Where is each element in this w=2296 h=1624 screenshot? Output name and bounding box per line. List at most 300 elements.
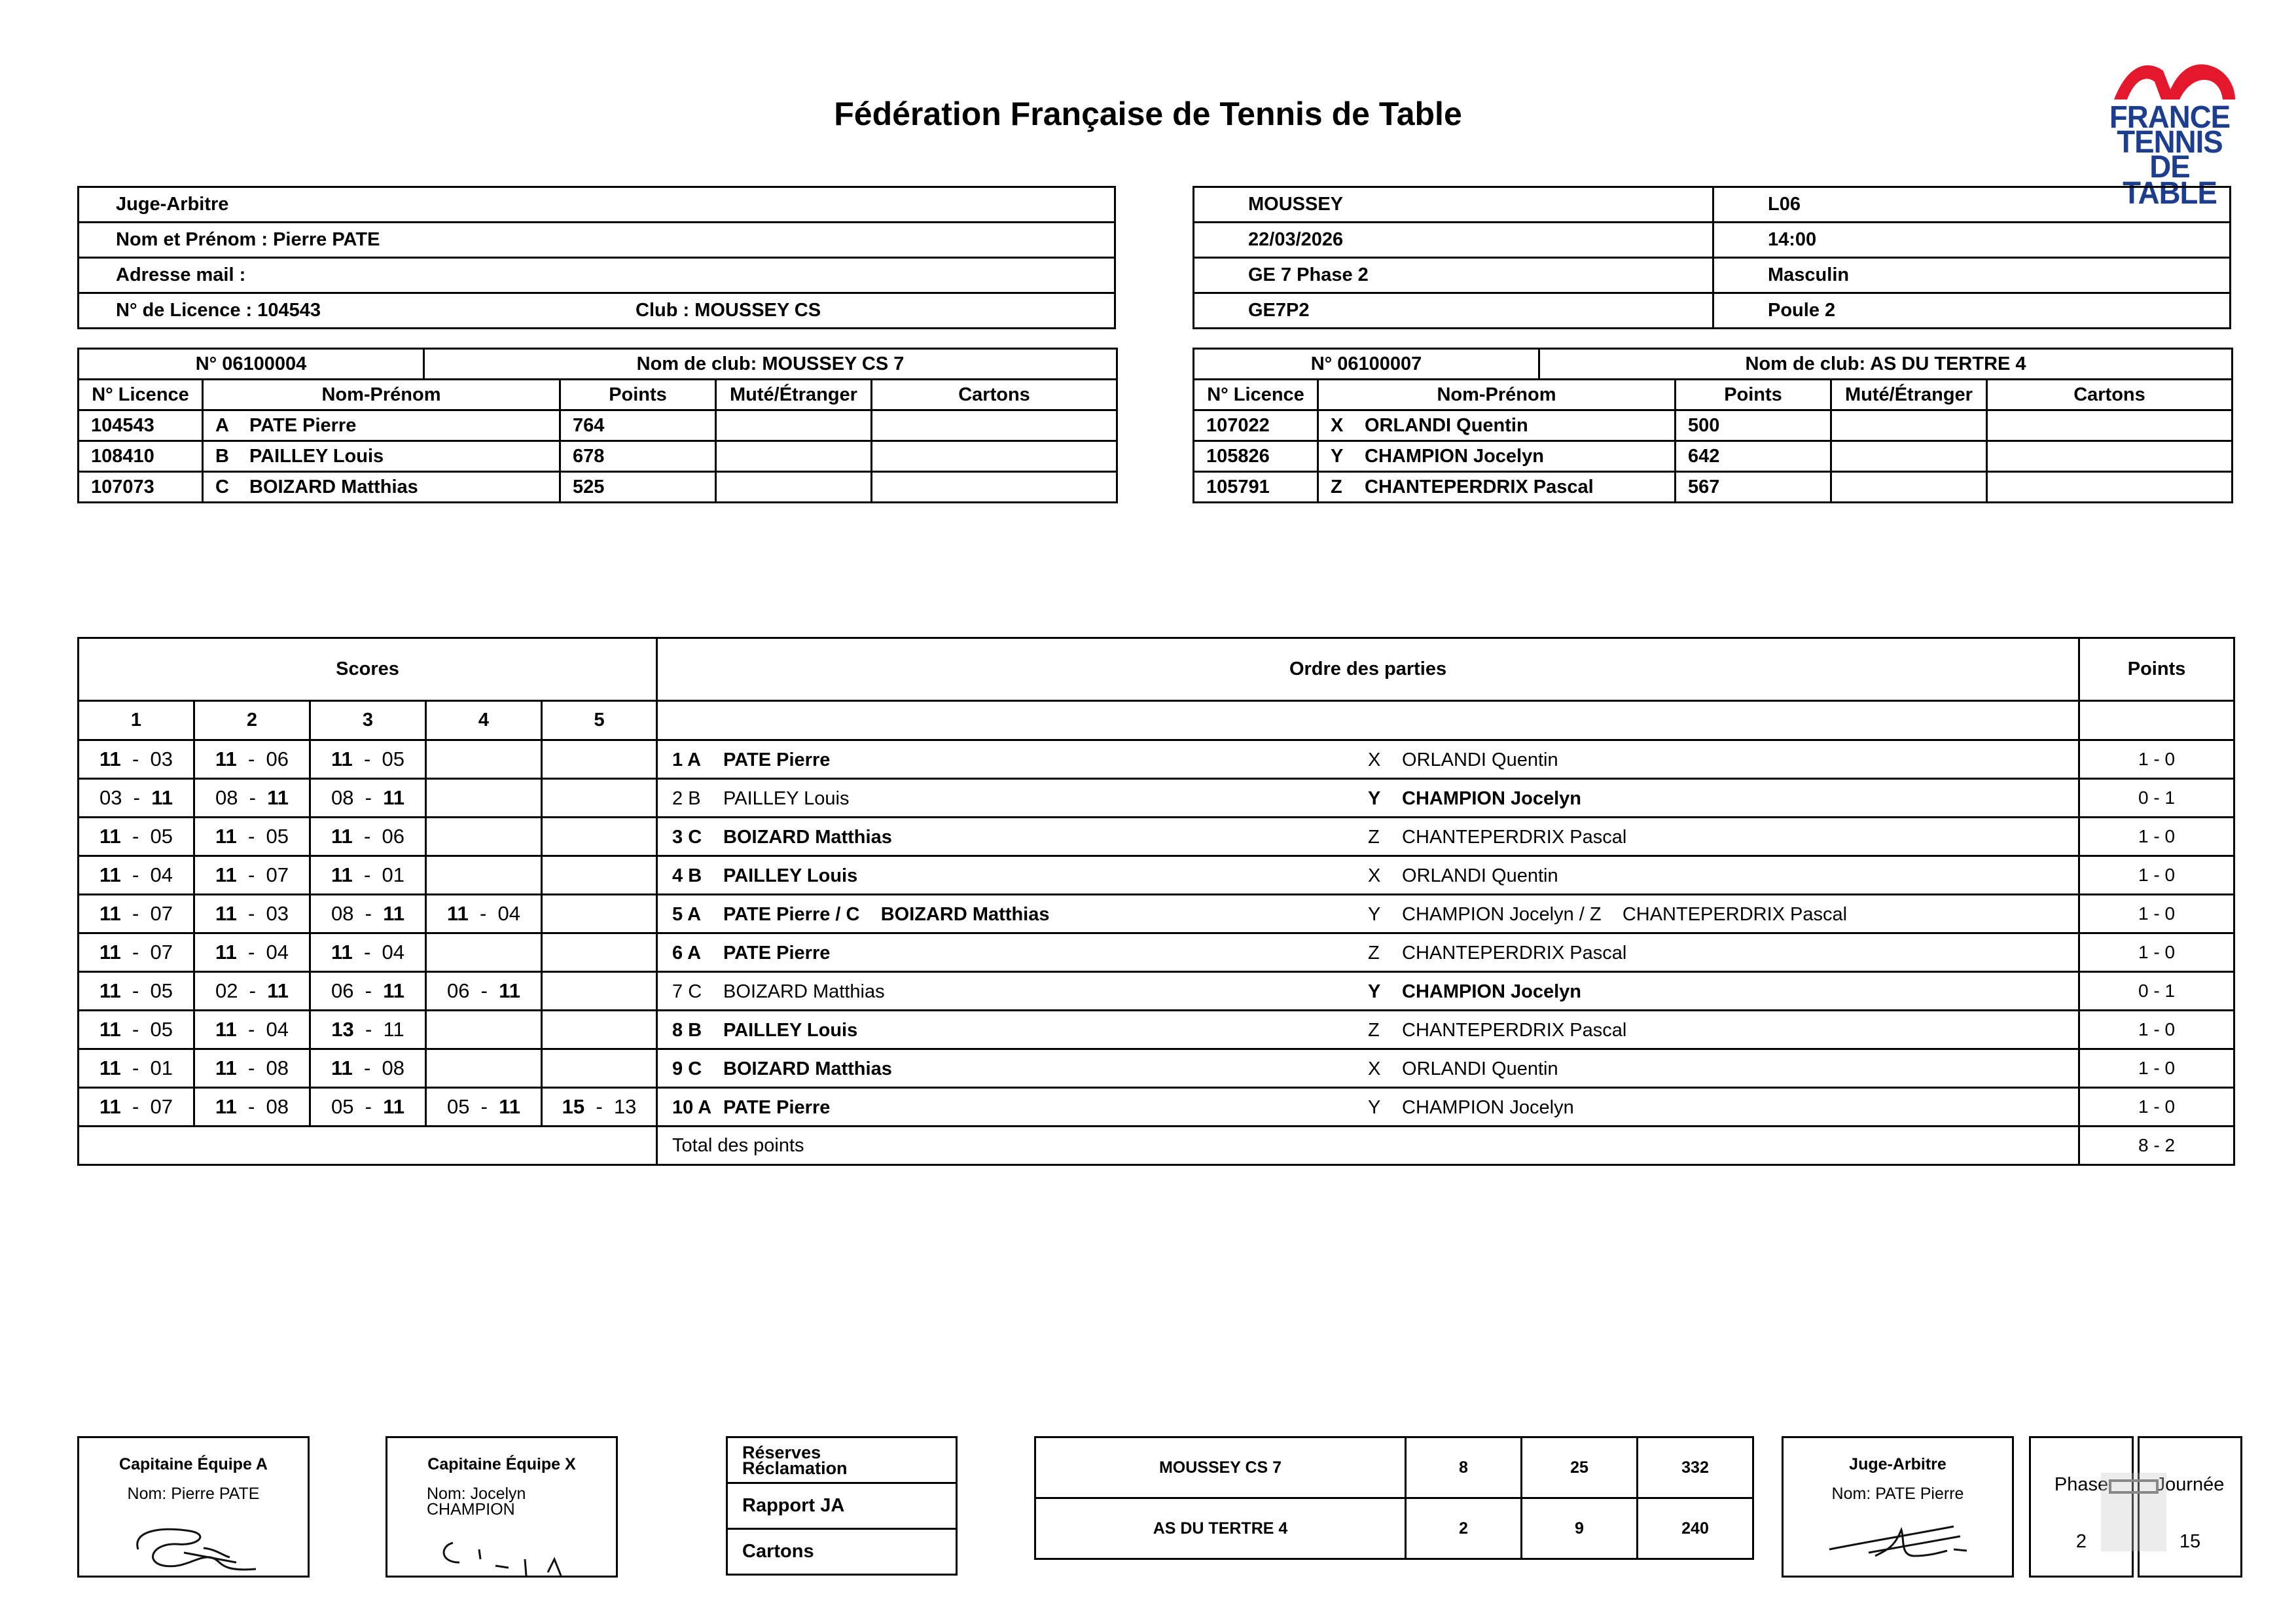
journee-label: Journée [2155, 1474, 2225, 1495]
away-player-name: ORLANDI Quentin [1402, 749, 1558, 770]
player-name: PAILLEY Louis [249, 445, 384, 467]
total-label: Total des points [657, 1127, 2079, 1165]
player-licence: 108410 [79, 441, 203, 472]
player-licence: 104543 [79, 410, 203, 441]
score-separator: - [120, 941, 151, 964]
phase-label: Phase [2054, 1474, 2109, 1495]
set-score-a: 11 [331, 941, 353, 964]
set-5-header: 5 [542, 701, 657, 740]
set-score [194, 779, 310, 818]
player-points: 764 [560, 410, 716, 441]
away-player [1368, 827, 1626, 848]
set-score [79, 740, 194, 779]
team-x-player-row [1194, 410, 2233, 441]
set-score [79, 1088, 194, 1127]
set-score [542, 818, 657, 856]
away-player [1368, 981, 1581, 1003]
match-result: 1 - 0 [2079, 895, 2234, 933]
away-player [1368, 1058, 1558, 1080]
home-player [658, 827, 1368, 848]
player-points: 567 [1676, 472, 1831, 503]
home-player [658, 943, 1368, 964]
cartons: Cartons [727, 1529, 957, 1575]
team-a-table [77, 348, 1118, 503]
captain-a-box [77, 1436, 310, 1578]
captain-x-box [386, 1436, 618, 1578]
player-letter: C [215, 476, 229, 497]
referee-box-title: Juge-Arbitre [1849, 1455, 1946, 1473]
home-player [658, 788, 1368, 810]
match-order [657, 972, 2079, 1011]
set-score-a: 06 [331, 979, 354, 1002]
match-number: 10 A [672, 1097, 712, 1118]
match-result: 0 - 1 [2079, 779, 2234, 818]
set-score-a: 11 [99, 825, 121, 848]
set-score-b: 04 [150, 863, 173, 886]
set-score [542, 1011, 657, 1049]
set-score [310, 856, 426, 895]
score-separator: - [469, 1095, 499, 1118]
gender: Masculin [1713, 258, 2231, 293]
player-letter: B [215, 445, 229, 467]
score-separator: - [120, 1056, 151, 1079]
set-score [426, 1011, 542, 1049]
match-order [657, 856, 2079, 895]
home-player-name: PAILLEY Louis [723, 865, 858, 886]
summary-b: 9 [1522, 1498, 1638, 1559]
match-order [657, 818, 2079, 856]
set-score-a: 11 [99, 941, 121, 964]
set-score [310, 818, 426, 856]
total-value: 8 - 2 [2079, 1127, 2234, 1165]
set-score-b: 11 [267, 979, 289, 1002]
match-row [79, 1049, 2234, 1088]
referee-box-name: Nom: PATE Pierre [1831, 1485, 1964, 1503]
player-name: CHANTEPERDRIX Pascal [1365, 476, 1594, 497]
match-result: 1 - 0 [2079, 818, 2234, 856]
set-score [542, 856, 657, 895]
set-score [542, 1049, 657, 1088]
division-short: GE7P2 [1194, 293, 1713, 329]
set-score-b: 06 [266, 748, 289, 770]
away-player-name: CHANTEPERDRIX Pascal [1402, 943, 1627, 964]
match-order [657, 740, 2079, 779]
match-code: L06 [1713, 187, 2231, 223]
score-separator: - [353, 1018, 384, 1041]
match-row [79, 779, 2234, 818]
match-number: 7 C [672, 981, 702, 1002]
set-score-a: 11 [331, 825, 353, 848]
set-score [426, 972, 542, 1011]
set-score-b: 06 [382, 825, 405, 848]
summary-c: 240 [1638, 1498, 1753, 1559]
away-player-letter: Y [1368, 904, 1381, 925]
home-player-name: PATE Pierre [723, 749, 831, 770]
player-licence: 105791 [1194, 472, 1318, 503]
set-score [542, 895, 657, 933]
match-row [79, 740, 2234, 779]
set-score-a: 11 [215, 863, 237, 886]
home-player [658, 981, 1368, 1003]
set-score [310, 740, 426, 779]
score-separator: - [352, 863, 382, 886]
match-result: 1 - 0 [2079, 856, 2234, 895]
summary-team: MOUSSEY CS 7 [1035, 1437, 1406, 1498]
match-number: 2 B [672, 788, 701, 809]
match-result: 1 - 0 [2079, 1049, 2234, 1088]
set-2-header: 2 [194, 701, 310, 740]
order-header: Ordre des parties [657, 638, 2079, 701]
team-x-player-row [1194, 441, 2233, 472]
match-number: 6 A [672, 943, 702, 964]
away-player-name: CHAMPION Jocelyn [1402, 788, 1581, 809]
col-cards: Cartons [872, 380, 1117, 410]
set-score-b: 07 [150, 941, 173, 964]
logo-line-1: FRANCE [2109, 100, 2231, 135]
col-points: Points [1676, 380, 1831, 410]
col-name: Nom-Prénom [1318, 380, 1676, 410]
logo-line-3: DE TABLE [2123, 150, 2217, 211]
set-score [542, 1088, 657, 1127]
set-score [194, 856, 310, 895]
journee-value: 15 [2179, 1531, 2201, 1552]
player-licence: 107022 [1194, 410, 1318, 441]
summary-row [1035, 1498, 1753, 1559]
score-separator: - [352, 1056, 382, 1079]
set-score-b: 11 [383, 1018, 404, 1041]
set-score-b: 05 [382, 748, 405, 770]
match-number: 3 C [672, 827, 702, 848]
score-separator: - [353, 786, 384, 809]
set-score-b: 04 [266, 941, 289, 964]
score-separator: - [353, 1095, 384, 1118]
match-time: 14:00 [1713, 223, 2231, 258]
match-number: 8 B [672, 1020, 702, 1041]
score-separator: - [120, 1018, 151, 1041]
set-score [194, 818, 310, 856]
summary-team: AS DU TERTRE 4 [1035, 1498, 1406, 1559]
away-player-letter: X [1368, 865, 1381, 886]
set-score-a: 02 [215, 979, 238, 1002]
set-score [426, 933, 542, 972]
set-score-a: 06 [446, 979, 470, 1002]
referee-name: Nom et Prénom : Pierre PATE [79, 223, 1115, 258]
away-player [1368, 904, 1847, 926]
score-separator: - [352, 825, 382, 848]
set-score-a: 08 [215, 786, 238, 809]
set-score-a: 11 [99, 902, 121, 925]
home-player [658, 904, 1368, 926]
captain-a-title: Capitaine Équipe A [119, 1455, 268, 1473]
player-letter: A [215, 414, 229, 436]
set-score-b: 04 [497, 902, 521, 925]
set-score-b: 11 [499, 979, 521, 1002]
set-score-a: 11 [99, 748, 121, 770]
set-score-b: 01 [382, 863, 405, 886]
summary-a: 2 [1406, 1498, 1522, 1559]
summary-table [1034, 1436, 1754, 1560]
score-separator: - [469, 979, 499, 1002]
player-letter: Y [1331, 445, 1344, 467]
set-score-a: 11 [215, 1018, 237, 1041]
away-player-name: ORLANDI Quentin [1402, 1058, 1558, 1079]
match-row [79, 933, 2234, 972]
set-score-b: 11 [267, 786, 289, 809]
set-score [542, 972, 657, 1011]
logo-mark-icon [2101, 59, 2238, 105]
home-player-name: PATE Pierre / C BOIZARD Matthias [723, 904, 1050, 925]
match-row [79, 856, 2234, 895]
set-score-b: 11 [499, 1095, 521, 1118]
set-score-b: 13 [613, 1095, 637, 1118]
match-row [79, 818, 2234, 856]
match-row [79, 1011, 2234, 1049]
away-player [1368, 1020, 1626, 1041]
set-score-b: 08 [266, 1056, 289, 1079]
set-score [310, 1011, 426, 1049]
captain-a-name: Nom: Pierre PATE [127, 1485, 260, 1503]
set-score-b: 01 [150, 1056, 173, 1079]
set-score [542, 933, 657, 972]
captain-x-title: Capitaine Équipe X [427, 1455, 576, 1473]
set-score-a: 08 [331, 902, 354, 925]
set-score [79, 1011, 194, 1049]
referee-club: Club : MOUSSEY CS [636, 300, 821, 321]
set-score [194, 933, 310, 972]
match-result: 1 - 0 [2079, 740, 2234, 779]
logo-line-2: TENNIS [2117, 125, 2223, 160]
set-score [310, 933, 426, 972]
match-number: 9 C [672, 1058, 702, 1079]
away-player-letter: Y [1368, 981, 1381, 1002]
set-score-a: 11 [215, 825, 237, 848]
set-score-a: 03 [99, 786, 122, 809]
home-player-name: PAILLEY Louis [723, 788, 850, 809]
set-1-header: 1 [79, 701, 194, 740]
total-row [79, 1127, 2234, 1165]
team-a-club: Nom de club: MOUSSEY CS 7 [424, 349, 1117, 380]
score-separator: - [353, 979, 384, 1002]
summary-c: 332 [1638, 1437, 1753, 1498]
set-score [79, 856, 194, 895]
rapport-ja: Rapport JA [727, 1483, 957, 1529]
team-x-number: N° 06100007 [1194, 349, 1539, 380]
set-4-header: 4 [426, 701, 542, 740]
away-player-letter: Z [1368, 1020, 1380, 1041]
set-score-b: 07 [266, 863, 289, 886]
match-result: 1 - 0 [2079, 1011, 2234, 1049]
set-score-a: 11 [331, 863, 353, 886]
home-player-name: PATE Pierre [723, 1097, 831, 1118]
scores-header: Scores [79, 638, 657, 701]
score-separator: - [468, 902, 498, 925]
match-number: 5 A [672, 904, 702, 925]
score-separator: - [236, 941, 266, 964]
col-licence: N° Licence [79, 380, 203, 410]
referee-info-table [77, 186, 1116, 329]
referee-signature-box [1782, 1436, 2014, 1578]
score-separator: - [236, 825, 266, 848]
score-separator: - [584, 1095, 614, 1118]
set-score-b: 08 [382, 1056, 405, 1079]
set-score [426, 818, 542, 856]
away-player [1368, 865, 1558, 887]
match-order [657, 1011, 2079, 1049]
away-player-name: CHAMPION Jocelyn / Z CHANTEPERDRIX Pascal [1402, 904, 1848, 925]
set-score-b: 11 [383, 902, 405, 925]
set-score [194, 1088, 310, 1127]
score-separator: - [120, 825, 151, 848]
home-player-name: BOIZARD Matthias [723, 981, 885, 1002]
score-separator: - [236, 863, 266, 886]
set-3-header: 3 [310, 701, 426, 740]
set-score-a: 11 [215, 941, 237, 964]
referee-heading: Juge-Arbitre [79, 187, 1115, 223]
set-score [194, 972, 310, 1011]
set-score-a: 11 [331, 748, 353, 770]
team-a-player-row [79, 441, 1117, 472]
match-row [79, 1088, 2234, 1127]
score-separator: - [120, 979, 151, 1002]
player-points: 642 [1676, 441, 1831, 472]
set-score [310, 779, 426, 818]
set-score-a: 15 [562, 1095, 585, 1118]
set-score [542, 779, 657, 818]
set-score-a: 11 [99, 863, 121, 886]
set-score [194, 895, 310, 933]
match-order [657, 1088, 2079, 1127]
summary-b: 25 [1522, 1437, 1638, 1498]
home-player-name: PATE Pierre [723, 943, 831, 964]
matches-table [77, 637, 2235, 1166]
set-score-a: 05 [446, 1095, 470, 1118]
set-score-a: 11 [331, 1056, 353, 1079]
score-separator: - [122, 786, 152, 809]
home-player-name: BOIZARD Matthias [723, 1058, 892, 1079]
score-separator: - [236, 748, 266, 770]
away-player-letter: X [1368, 749, 1381, 770]
col-name: Nom-Prénom [203, 380, 560, 410]
home-player [658, 1097, 1368, 1119]
match-order [657, 779, 2079, 818]
away-player-letter: Y [1368, 1097, 1381, 1118]
set-score-b: 08 [266, 1095, 289, 1118]
match-order [657, 1049, 2079, 1088]
home-player-name: BOIZARD Matthias [723, 827, 892, 848]
set-score-b: 03 [150, 748, 173, 770]
set-score-b: 11 [383, 1095, 405, 1118]
score-separator: - [236, 1056, 266, 1079]
set-score [79, 972, 194, 1011]
set-score-a: 11 [99, 1095, 121, 1118]
set-score [194, 740, 310, 779]
set-score-a: 11 [215, 1095, 237, 1118]
set-score-b: 05 [150, 979, 173, 1002]
set-score [426, 779, 542, 818]
page-title: Fédération Française de Tennis de Table [834, 96, 1462, 132]
score-separator: - [236, 1095, 266, 1118]
phase-value: 2 [2075, 1531, 2087, 1552]
away-player-name: ORLANDI Quentin [1402, 865, 1558, 886]
set-score-b: 04 [382, 941, 405, 964]
away-player-letter: X [1368, 1058, 1381, 1079]
player-points: 500 [1676, 410, 1831, 441]
set-score [79, 779, 194, 818]
set-score-a: 05 [331, 1095, 354, 1118]
set-score-b: 05 [150, 825, 173, 848]
set-score [310, 972, 426, 1011]
stamp-overlay [2101, 1473, 2166, 1551]
reserves-label: Réserves [742, 1442, 821, 1462]
away-player-name: CHANTEPERDRIX Pascal [1402, 827, 1627, 848]
away-player-letter: Z [1368, 943, 1380, 964]
player-points: 525 [560, 472, 716, 503]
match-result: 1 - 0 [2079, 933, 2234, 972]
col-cards: Cartons [1987, 380, 2233, 410]
score-separator: - [352, 748, 382, 770]
set-score-a: 11 [215, 748, 237, 770]
match-order [657, 895, 2079, 933]
home-player [658, 749, 1368, 771]
set-score [79, 1049, 194, 1088]
player-letter: Z [1331, 476, 1342, 497]
summary-a: 8 [1406, 1437, 1522, 1498]
match-number: 1 A [672, 749, 702, 770]
venue: MOUSSEY [1194, 187, 1713, 223]
match-row [79, 972, 2234, 1011]
player-points: 678 [560, 441, 716, 472]
set-score-b: 11 [383, 786, 405, 809]
home-player [658, 865, 1368, 887]
col-points: Points [560, 380, 716, 410]
away-player-letter: Y [1368, 788, 1381, 809]
player-licence: 107073 [79, 472, 203, 503]
set-score-a: 11 [215, 902, 237, 925]
match-order [657, 933, 2079, 972]
player-licence: 105826 [1194, 441, 1318, 472]
captain-x-signature [433, 1530, 590, 1589]
score-separator: - [238, 786, 268, 809]
captain-x-name-line1: Nom: Jocelyn [427, 1485, 526, 1503]
match-result: 1 - 0 [2079, 1088, 2234, 1127]
set-score [79, 933, 194, 972]
set-score [194, 1011, 310, 1049]
team-x-table [1193, 348, 2233, 503]
match-info-table [1193, 186, 2231, 329]
points-header: Points [2079, 638, 2234, 701]
referee-signature [1823, 1510, 1986, 1569]
set-score [426, 856, 542, 895]
home-player [658, 1058, 1368, 1080]
captain-x-name-line2: CHAMPION [427, 1500, 515, 1519]
referee-licence: N° de Licence : 104543 [116, 300, 321, 321]
reserves-table [726, 1436, 958, 1576]
set-score-a: 13 [331, 1018, 354, 1041]
set-score [310, 1088, 426, 1127]
reclamation-label: Réclamation [742, 1458, 848, 1478]
set-score [194, 1049, 310, 1088]
summary-row [1035, 1437, 1753, 1498]
set-score [426, 1088, 542, 1127]
set-score [310, 895, 426, 933]
pool: Poule 2 [1713, 293, 2231, 329]
player-name: ORLANDI Quentin [1365, 414, 1528, 436]
home-player-name: PAILLEY Louis [723, 1020, 858, 1041]
col-licence: N° Licence [1194, 380, 1318, 410]
score-separator: - [238, 979, 268, 1002]
score-separator: - [353, 902, 384, 925]
set-score [426, 895, 542, 933]
